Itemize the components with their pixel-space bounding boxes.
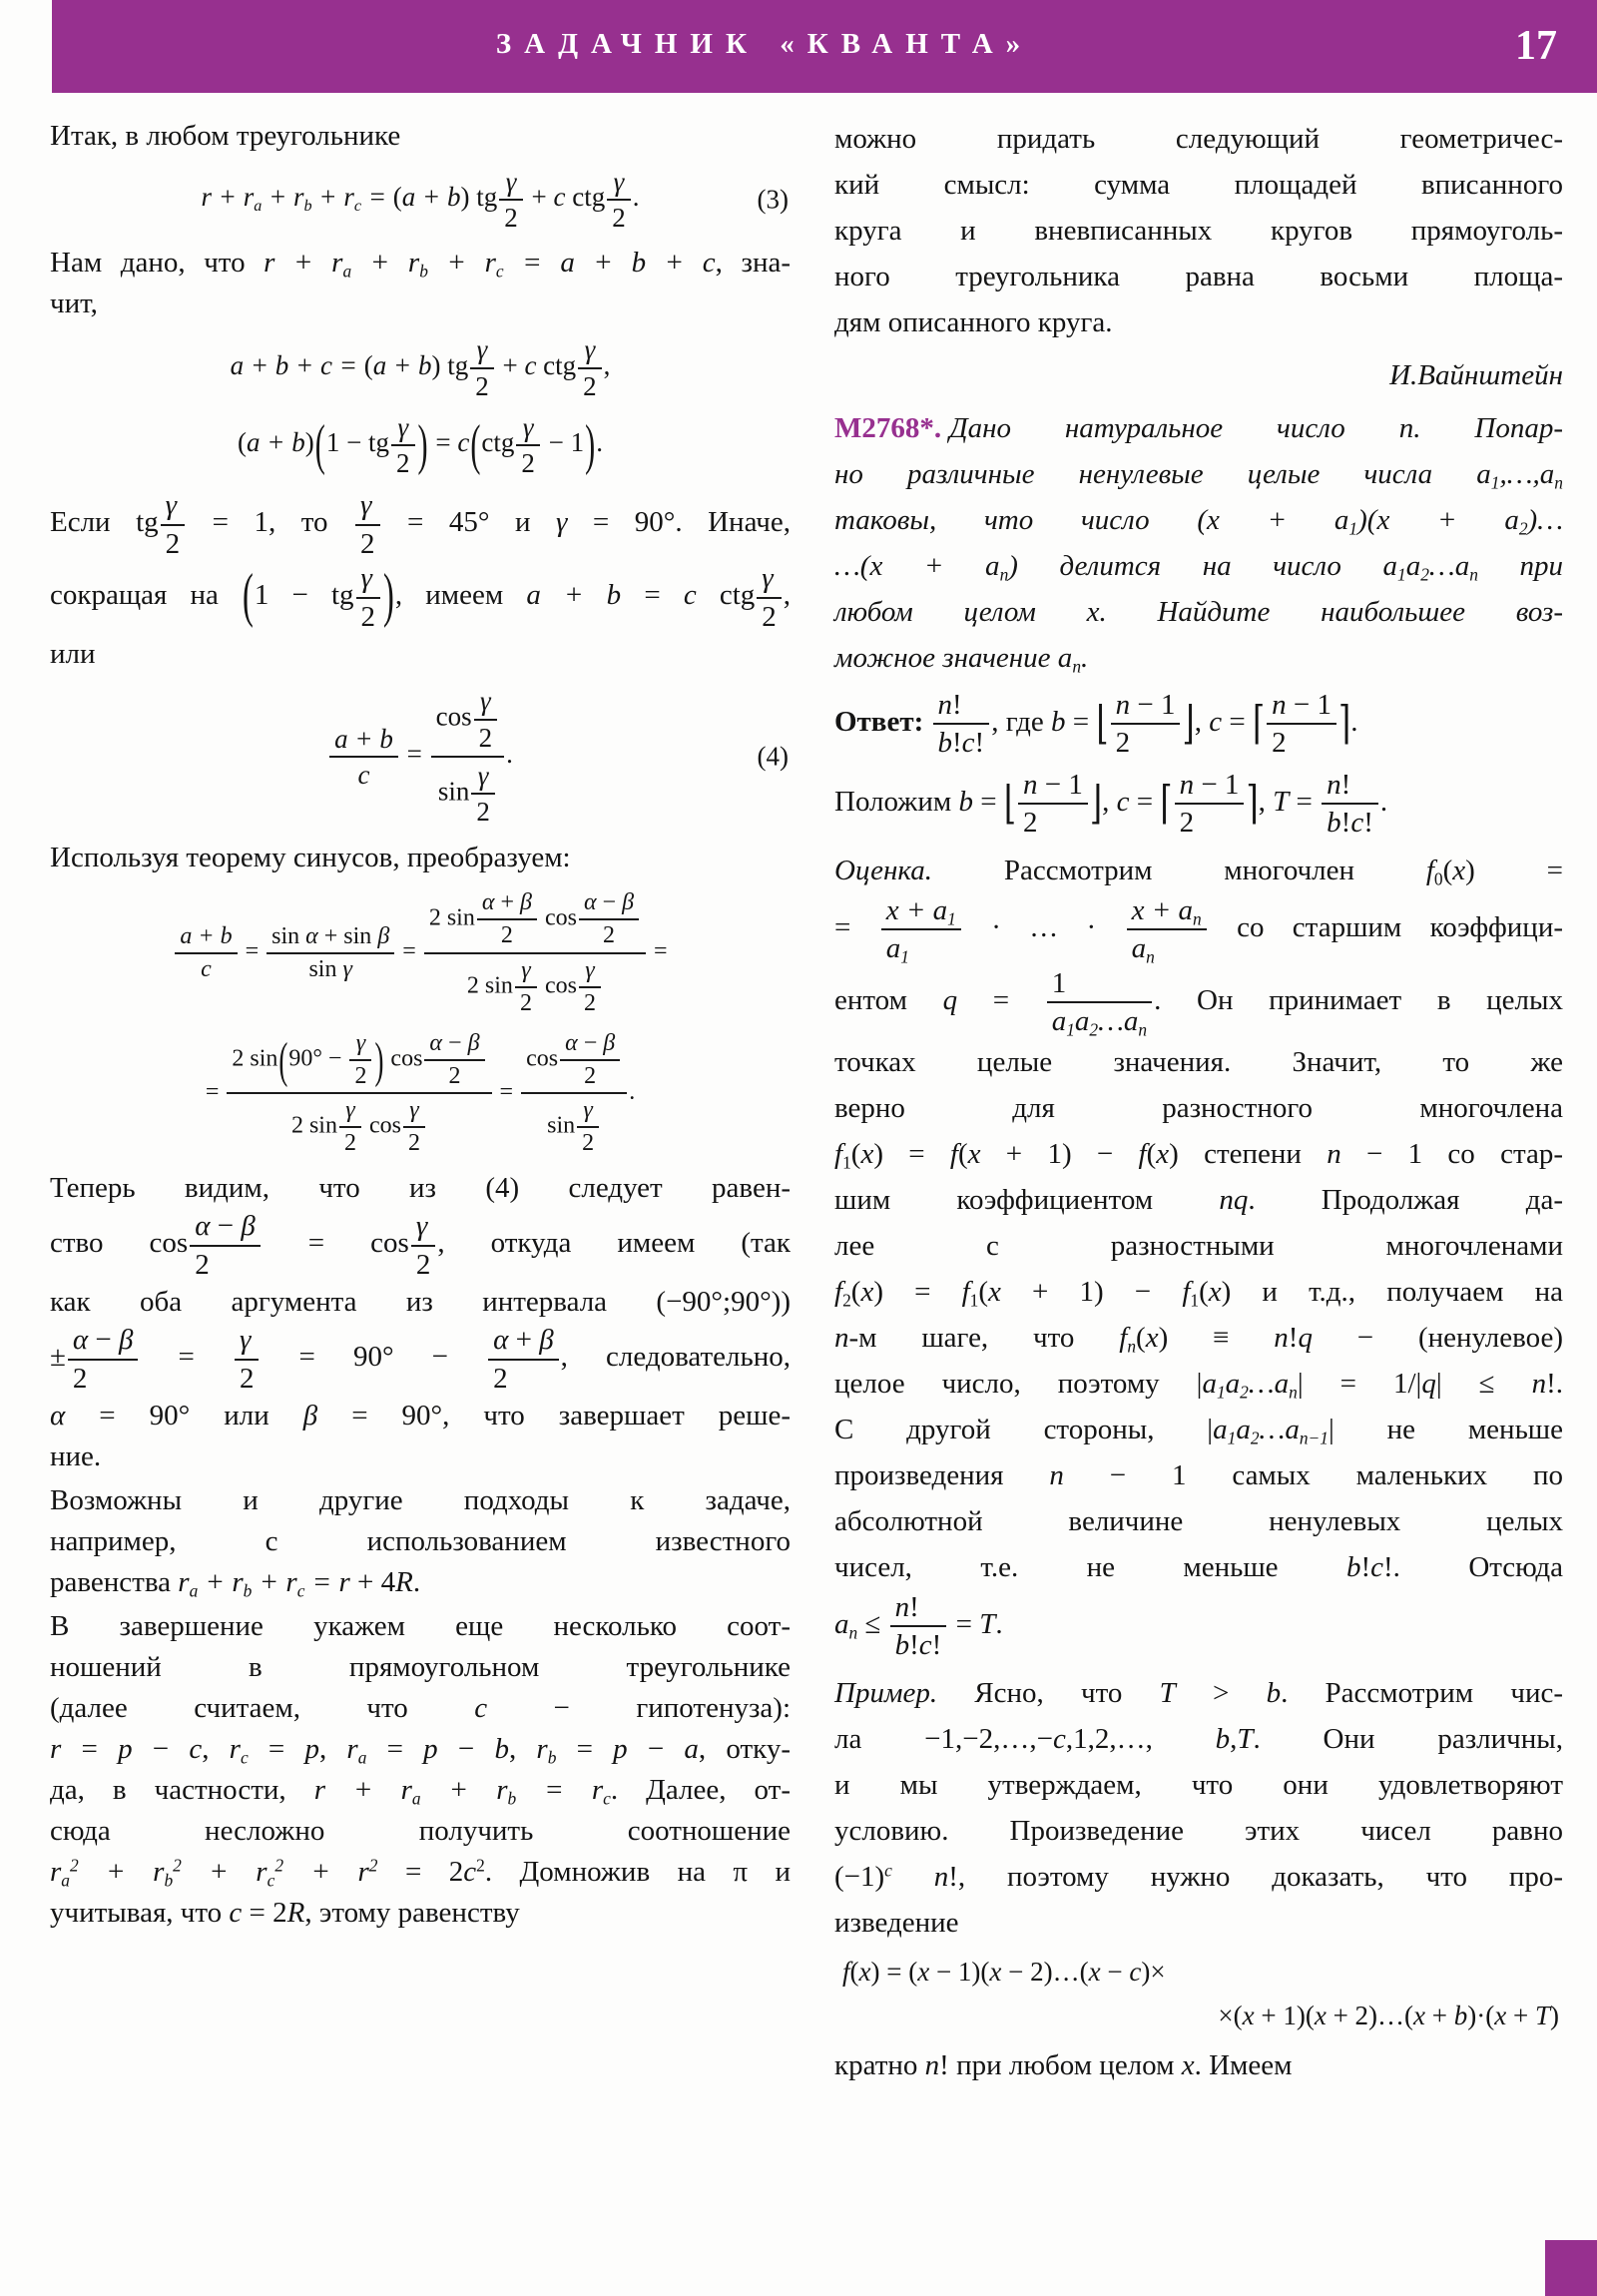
text-line: $(-1)^c$ n!, поэтому нужно доказать, что про-	[834, 1860, 1563, 1893]
display-formula	[50, 887, 791, 1019]
text-line: ± $\frac{\alpha - \beta}{2}$ = $\frac{\gamma}{2}$ = 90° − $\frac{\alpha + \beta}{2}$ , следовательно,	[50, 1324, 792, 1395]
fraction: $\frac{\gamma}{2}$	[577, 1097, 599, 1157]
text-line: Итак, в любом треугольнике	[50, 120, 401, 152]
text-line: ние.	[50, 1440, 102, 1473]
fraction: 2 sin(90° − $\frac{\gamma}{2}$ ) cos $\frac{\alpha - \beta}{2}$ 2 sin $\frac{\gamma}{2}$ cos $\frac{\gamma}{2}$	[227, 1029, 491, 1159]
big-right-paren: )	[417, 412, 428, 476]
big-left-paren: (	[314, 412, 325, 476]
big-left-paren: (	[278, 1031, 288, 1088]
text-line: кий смысл: сумма площадей вписанного	[834, 169, 1563, 201]
text-line: ентом q = $\frac{1}{a_1a_2\dots a_n}$ . Он принимает в целых	[834, 966, 1564, 1040]
text-line: равенства $r_a + r_b + r_c = r + 4R$.	[50, 1566, 421, 1601]
fraction: $\frac{\gamma}{2}$	[471, 761, 495, 827]
ceil-bracket: ⌈	[1252, 698, 1266, 750]
fraction: $\frac{\gamma}{2}$	[516, 412, 540, 478]
floor-bracket: ⌋	[1089, 778, 1103, 830]
text-line: можно придать следующий геометричес-	[834, 123, 1563, 155]
fraction: $\frac{\alpha - \beta}{2}$	[68, 1324, 139, 1395]
fraction: $\frac{\alpha - \beta}{2}$	[190, 1210, 261, 1281]
text-line: кратно n! при любом целом x. Имеем	[834, 2048, 1293, 2081]
formula-body: a + b + c = (a + b) tg $\frac{\gamma}{2}$ + c ctg $\frac{\gamma}{2}$ ,	[230, 334, 611, 401]
fraction: cos $\frac{\gamma}{2}$ sin $\frac{\gamma}{2}$	[431, 685, 505, 828]
text-line: Используя теорему синусов, преобразуем:	[50, 842, 571, 874]
page-number: 17	[1515, 23, 1557, 69]
text-line: = $\frac{x + a_1}{a_1}$ · … · $\frac{x + a_n}{a_n}$ со старшим коэффици-	[834, 893, 1563, 967]
text-line: чит,	[50, 287, 98, 320]
fraction: $\frac{\gamma}{2}$	[757, 562, 782, 633]
floor-bracket: ⌊	[1003, 778, 1017, 830]
big-left-paren: (	[470, 412, 481, 476]
fraction: $\frac{1}{a_1a_2\dots a_n}$	[1047, 967, 1152, 1038]
text-line: С другой стороны, $|a_1a_2\dots a_{n-1}|$ не меньше	[834, 1413, 1563, 1448]
fraction: $\frac{\alpha - \beta}{2}$	[560, 1030, 620, 1090]
text-line: верно для разностного многочлена	[834, 1091, 1563, 1124]
equation-number: (3)	[757, 184, 789, 215]
text-line: Положим b = ⌊ $\frac{n - 1}{2}$ ⌋, c = ⌈ $\frac{n - 1}{2}$ ⌉, T = $\frac{n!}{b!c!}$ .	[834, 768, 1388, 840]
display-formula	[50, 333, 791, 401]
text-line: $r_a^2 + r_b^2 + r_c^2 + r^2 = 2c^2$. Домножив на π и	[50, 1855, 792, 1891]
fraction: $\frac{\gamma}{2}$	[339, 1097, 361, 1157]
paragraph	[50, 243, 791, 324]
fraction: 2 sin $\frac{\alpha + \beta}{2}$ cos $\frac{\alpha - \beta}{2}$ 2 sin $\frac{\gamma}{2}$ cos $\frac{\gamma}{2}$	[424, 888, 646, 1018]
text-line: да, в частности, $r + r_a + r_b = r_c$. Далее, от-	[50, 1774, 791, 1809]
fraction: $\frac{\gamma}{2}$	[470, 334, 494, 400]
display-formula	[50, 166, 791, 234]
estimate	[834, 848, 1563, 1663]
page-corner-decoration	[1545, 2240, 1597, 2296]
formula-body: = 2 sin(90° − $\frac{\gamma}{2}$ ) cos $\frac{\alpha - \beta}{2}$ 2 sin $\frac{\gamma}{2}$ cos $\frac{\gamma}{2}$ = cos $\frac{\alpha - \beta}{2}$ sin $\frac{\gamma}{2}$ .	[205, 1029, 636, 1157]
fraction: $\frac{\alpha - \beta}{2}$	[424, 1030, 484, 1090]
paragraph	[50, 1480, 791, 1603]
display-formula	[834, 1999, 1563, 2033]
fraction: cos $\frac{\alpha - \beta}{2}$ sin $\frac{\gamma}{2}$	[521, 1029, 627, 1159]
text-line: (далее считаем, что c − гипотенуза):	[50, 1692, 792, 1725]
paragraph	[50, 1168, 791, 1477]
author-signature	[834, 352, 1563, 398]
fraction: $\frac{\alpha - \beta}{2}$	[579, 889, 639, 949]
fraction: $\frac{\gamma}{2}$	[349, 1030, 371, 1090]
fraction: $\frac{n!}{b!c!}$	[890, 1591, 947, 1662]
text-line: но различные ненулевые целые числа $a_1,\dots,a_n$	[834, 458, 1563, 493]
big-right-paren: )	[383, 563, 394, 631]
big-left-paren: (	[243, 563, 254, 631]
text-line: лее с разностными многочленами	[834, 1229, 1563, 1262]
fraction: $\frac{\gamma}{2}$	[403, 1097, 425, 1157]
fraction: $\frac{\gamma}{2}$	[411, 1210, 436, 1281]
text-line: абсолютной величине ненулевых целых	[834, 1504, 1563, 1537]
text-line: Оценка. Рассмотрим многочлен $f_0(x)$ =	[834, 854, 1563, 889]
ceil-bracket: ⌈	[1160, 778, 1173, 830]
formula-body: f(x) = (x − 1)(x − 2)…(x − c)×	[842, 1956, 1166, 1987]
text-line: или	[50, 638, 96, 671]
paragraph	[50, 1606, 791, 1934]
section-title: ЗАДАЧНИК «КВАНТА»	[495, 28, 1034, 60]
text-line: $a_n$ ≤ $\frac{n!}{b!c!}$ = T.	[834, 1590, 1003, 1662]
text-line: точках целые значения. Значит, то же	[834, 1045, 1563, 1078]
problem-number: М2768*.	[834, 412, 942, 444]
text-line: М2768*. Дано натуральное число n. Попар-	[834, 412, 1563, 444]
text-line: условию. Произведение этих чисел равно	[834, 1814, 1563, 1847]
fraction: $\frac{n!}{b!c!}$	[1322, 769, 1378, 840]
fraction: $\frac{\gamma}{2}$	[355, 489, 380, 560]
floor-bracket: ⌊	[1096, 698, 1109, 750]
fraction: $\frac{\gamma}{2}$	[235, 1324, 260, 1395]
answer	[834, 688, 1563, 761]
fraction: $\frac{a + b}{c}$	[329, 724, 398, 790]
formula-body: (a + b)(1 − tg $\frac{\gamma}{2}$ ) = c(ctg $\frac{\gamma}{2}$ − 1).	[238, 427, 603, 457]
fraction: $\frac{\gamma}{2}$	[578, 334, 602, 400]
formula-body: $\frac{a + b}{c}$ = $\frac{\text{sin α + sin β}}{\text{sin γ}}$ = 2 sin $\frac{\alpha + \beta}{2}$ cos $\frac{\alpha - \beta}{2}$ 2 sin $\frac{\gamma}{2}$ cos $\frac{\gamma}{2}$ =	[173, 938, 667, 964]
text-line: ство cos $\frac{\alpha - \beta}{2}$ = cos $\frac{\gamma}{2}$ , откуда имеем (так	[50, 1210, 791, 1281]
equation-number: (4)	[757, 741, 789, 772]
fraction: $\frac{n - 1}{2}$	[1111, 689, 1181, 760]
paragraph	[50, 488, 791, 675]
example	[834, 1670, 1563, 1946]
text-line: ла −1,−2,…,−c,1,2,…, b,T. Они различны,	[834, 1722, 1563, 1755]
text-line: можное значение $a_n$.	[834, 642, 1089, 677]
fraction: $\frac{n - 1}{2}$	[1267, 689, 1336, 760]
text-line: В завершение укажем еще несколько соот-	[50, 1610, 791, 1643]
fraction: $\frac{\gamma}{2}$	[474, 686, 498, 752]
right-column	[834, 116, 1563, 2095]
text-line: И.Вайнштейн	[1389, 359, 1563, 391]
paragraph	[50, 116, 791, 157]
text-line: ного треугольника равна восьми площа-	[834, 261, 1563, 292]
fraction: $\frac{x + a_n}{a_n}$	[1127, 894, 1207, 965]
text-line: Если tg $\frac{\gamma}{2}$ = 1, то $\frac{\gamma}{2}$ = 45° и γ = 90°. Иначе,	[50, 489, 791, 560]
text-line: например, с использованием известного	[50, 1525, 791, 1558]
text-line: Теперь видим, что из (4) следует равен-	[50, 1172, 791, 1205]
formula-body: $\frac{a + b}{c}$ = cos $\frac{\gamma}{2}$ sin $\frac{\gamma}{2}$ .	[327, 739, 513, 769]
text-line: ношений в прямоугольном треугольнике	[50, 1651, 791, 1684]
fraction: $\frac{n - 1}{2}$	[1175, 769, 1245, 840]
text-line: Возможны и другие подходы к задаче,	[50, 1484, 791, 1517]
problem-statement	[834, 405, 1563, 681]
text-line: Пример. Ясно, что T > b. Рассмотрим чис-	[834, 1676, 1563, 1709]
section-header	[52, 0, 1597, 93]
paragraph	[50, 838, 791, 878]
fraction: $\frac{\gamma}{2}$	[356, 562, 381, 633]
fraction: $\frac{\gamma}{2}$	[499, 167, 523, 233]
paragraph	[834, 2042, 1563, 2088]
text-line: произведения n − 1 самых маленьких по	[834, 1458, 1563, 1491]
text-line: $f_2(x) = f_1(x + 1) - f_1(x)$ и т.д., получаем на	[834, 1275, 1564, 1311]
ceil-bracket: ⌉	[1338, 698, 1351, 750]
fraction: $\frac{\gamma}{2}$	[579, 957, 601, 1017]
display-formula	[50, 684, 791, 829]
fraction: $\frac{x + a_1}{a_1}$	[881, 894, 961, 965]
paragraph	[834, 116, 1563, 345]
formula-body: ×(x + 1)(x + 2)…(x + b)·(x + T)	[1218, 2000, 1559, 2030]
floor-bracket: ⌋	[1182, 698, 1195, 750]
text-line: таковы, что число $(x + a_1)(x$ + $a_2)\dots$	[834, 504, 1563, 539]
text-line: r = p − c, $r_c = p$, $r_a = p - b$, $r_b = p - a$, отку-	[50, 1733, 792, 1768]
fraction: $\frac{\alpha + \beta}{2}$	[488, 1324, 559, 1395]
display-formula	[50, 411, 791, 479]
formula-body: $r + r_a + r_b + r_c = (a + b)$ tg $\frac{\gamma}{2}$ + c ctg $\frac{\gamma}{2}$ .	[201, 167, 640, 234]
text-line: целое число, поэтому $|a_1a_2\dots a_n| = 1/|q| \le n$!.	[834, 1367, 1563, 1403]
fraction: $\frac{\alpha + \beta}{2}$	[477, 889, 537, 949]
ceil-bracket: ⌉	[1246, 778, 1259, 830]
text-line: круга и вневписанных кругов прямоуголь-	[834, 215, 1563, 247]
text-line: любом целом x. Найдите наибольшее воз-	[834, 596, 1563, 628]
text-line: и мы утверждаем, что они удовлетворяют	[834, 1768, 1563, 1801]
text-line: α = 90° или β = 90°, что завершает реше-	[50, 1400, 792, 1433]
fraction: $\frac{\gamma}{2}$	[391, 412, 415, 478]
fraction: $\frac{n - 1}{2}$	[1018, 769, 1088, 840]
text-line: $f_1(x) = f(x + 1) - f(x)$ степени n − 1 со стар-	[834, 1137, 1564, 1173]
fraction: $\frac{\gamma}{2}$	[607, 167, 631, 233]
text-line: сокращая на (1 − tg $\frac{\gamma}{2}$ ), имеем a + b = c ctg $\frac{\gamma}{2}$ ,	[50, 561, 791, 634]
big-right-paren: )	[585, 412, 596, 476]
fraction: $\frac{\gamma}{2}$	[161, 489, 186, 560]
display-formula	[50, 1028, 791, 1160]
text-line: чисел, т.е. не меньше b!c!. Отсюда	[834, 1550, 1563, 1583]
fraction: $\frac{\gamma}{2}$	[515, 957, 537, 1017]
display-formula	[834, 1955, 1563, 1990]
text-line: …(x + $a_n$) делится на число $a_1a_2\dots a_n$ при	[834, 550, 1563, 585]
text-line: изведение	[834, 1906, 959, 1939]
left-column	[50, 116, 791, 1937]
text-line: шим коэффициентом nq. Продолжая да-	[834, 1183, 1564, 1216]
paragraph	[834, 768, 1563, 841]
fraction: $\frac{n!}{b!c!}$	[933, 689, 990, 760]
fraction: $\frac{a + b}{c}$	[175, 923, 237, 983]
text-line: дям описанного круга.	[834, 306, 1113, 338]
text-line: учитывая, что c = 2R, этому равенству	[50, 1897, 520, 1930]
text-line: как оба аргумента из интервала (−90°;90°))	[50, 1286, 791, 1319]
text-line: сюда несложно получить соотношение	[50, 1815, 791, 1848]
text-line: n-м шаге, что $f_n(x) \equiv n!q$ − (ненулевое)	[834, 1321, 1563, 1357]
text-line: Ответ: $\frac{n!}{b!c!}$ , где b = ⌊ $\frac{n - 1}{2}$ ⌋, c = ⌈ $\frac{n - 1}{2}$ ⌉.	[834, 689, 1358, 760]
text-line: Нам дано, что $r + r_a + r_b + r_c = a + b + c$, зна-	[50, 247, 791, 283]
big-right-paren: )	[374, 1031, 384, 1088]
fraction: $\frac{\text{sin α + sin β}}{\text{sin γ}}$	[266, 923, 394, 983]
